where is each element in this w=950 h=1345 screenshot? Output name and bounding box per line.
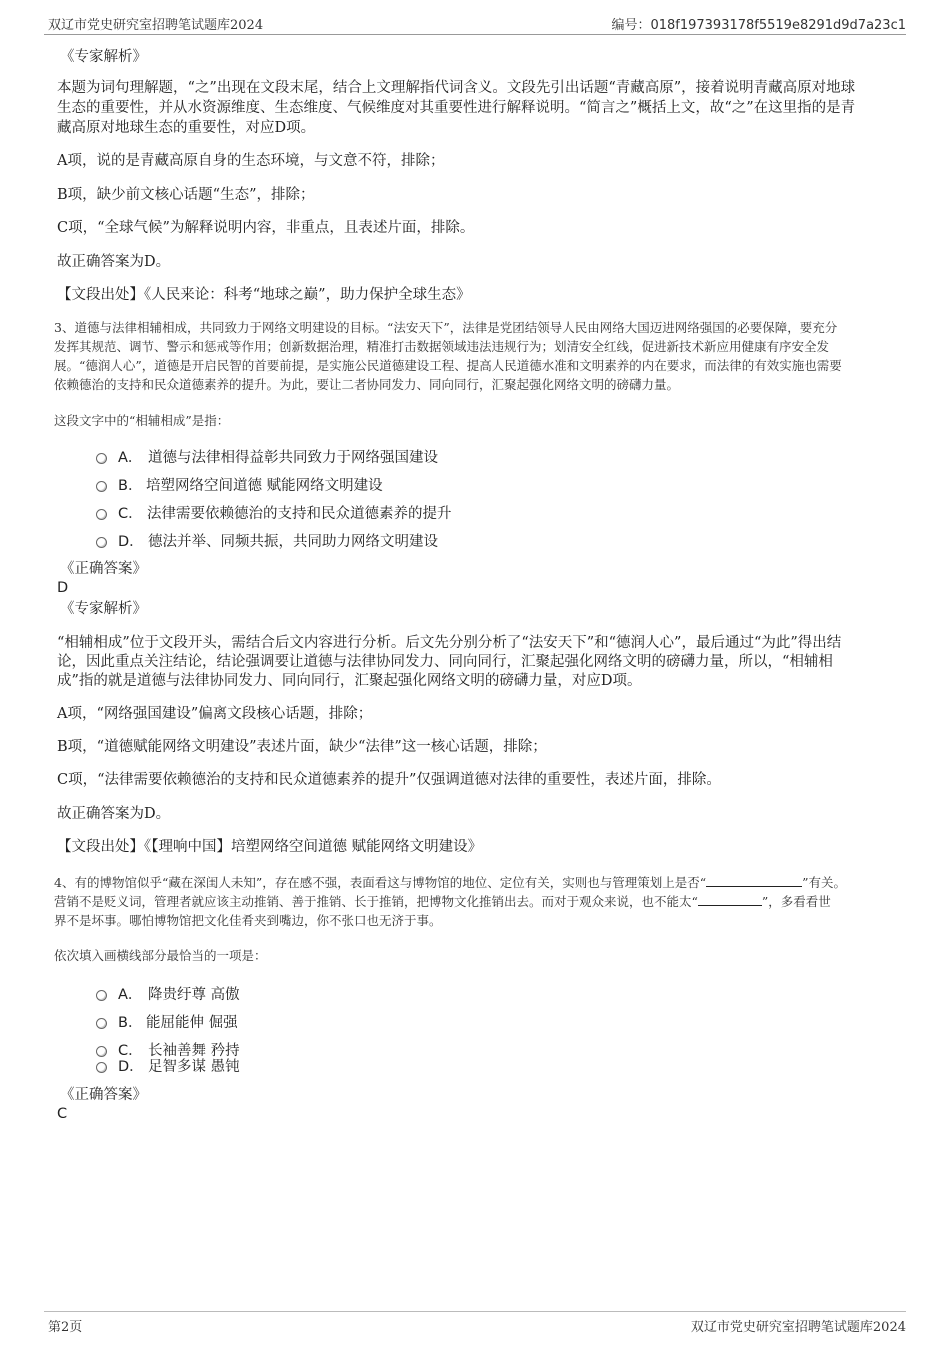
q3-answer: D [57,580,69,596]
q3-reason-a: A项，“网络强国建设”偏离文段核心话题，排除； [57,706,373,722]
q2-source: 【文段出处】《人民来论：科考“地球之巅”，助力保护全球生态》 [57,287,471,303]
fill-blank-2 [698,893,762,906]
q3-option-a[interactable]: A． 道德与法律相得益彰共同致力于网络强国建设 [96,446,596,466]
q3-reason-b: B项，“道德赋能网络文明建设”表述片面，缺少“法律”这一核心话题，排除； [57,739,547,755]
radio-button[interactable] [96,990,107,1001]
q2-analysis-line-1: 本题为词句理解题，“之”出现在文段末尾，结合上文理解指代词含义。文段先引出话题“青藏高原”，接着说明青藏高原对地球 [57,80,856,96]
q3-analysis-line-1: “相辅相成”位于文段开头，需结合后文内容进行分析。后文先分别分析了“法安天下”和“德润人心”，最后通过“为此”得出结 [57,635,842,651]
radio-button[interactable] [96,481,107,492]
q4-prompt: 依次填入画横线部分最恰当的一项是： [54,948,267,963]
page-number: 第2页 [48,1320,83,1335]
fill-blank-1 [706,874,802,887]
q2-reason-a: A项，说的是青藏高原自身的生态环境，与文意不符，排除； [57,153,445,169]
q3-analysis-line-2: 论，因此重点关注结论，结论强调要让道德与法律协同发力、同向同行，汇聚起强化网络文明的磅礴力量，所以，“相辅相 [57,654,833,670]
q3-option-b[interactable]: B． 培塑网络空间道德 赋能网络文明建设 [96,474,596,494]
q4-answer-label: 《正确答案》 [60,1087,147,1103]
page-footer [44,1311,906,1334]
q3-answer-label: 《正确答案》 [60,561,147,577]
q3-stem-line-2: 发挥其规范、调节、警示和惩戒等作用；创新数据治理，精准打击数据领域违法违规行为；划清安全红线，促进新技术新应用健康有序安全发 [54,339,830,354]
q3-analysis-label: 《专家解析》 [60,601,147,617]
q2-conclusion: 故正确答案为D。 [57,254,171,270]
q3-prompt: 这段文字中的“相辅相成”是指： [54,413,230,428]
q4-stem-line-2: 营销不是贬义词，管理者就应该主动推销、善于推销、长于推销，把博物文化推销出去。而对于观众来说，也不能太“ ”，多看看世 [54,894,831,909]
q2-analysis-line-3: 藏高原对地球生态的重要性，对应D项。 [57,120,316,136]
q4-option-d[interactable]: D． 足智多谋 愚钝 [96,1055,496,1075]
q3-reason-c: C项，“法律需要依赖德治的支持和民众道德素养的提升”仅强调道德对法律的重要性，表述片面，排除。 [57,772,721,788]
radio-button[interactable] [96,453,107,464]
header-serial: 编号：018f197393178f5519e8291d9d7a23c1 [611,18,906,33]
radio-button[interactable] [96,1018,107,1029]
header-title: 双辽市党史研究室招聘笔试题库2024 [48,18,264,33]
q3-option-d[interactable]: D． 德法并举、同频共振，共同助力网络文明建设 [96,530,596,550]
q4-stem-line-3: 界不是坏事。哪怕博物馆把文化佳肴夹到嘴边，你不张口也无济于事。 [54,913,442,928]
q4-stem-line-1: 4、有的博物馆似乎“藏在深闺人未知”，存在感不强，表面看这与博物馆的地位、定位有关，实则也与管理策划上是否“ ”有关。 [54,875,847,890]
q4-option-c[interactable]: C． 长袖善舞 矜持 [96,1039,496,1059]
q2-analysis-label: 《专家解析》 [60,49,147,65]
q4-option-a[interactable]: A． 降贵纡尊 高傲 [96,983,496,1003]
q3-stem-line-3: 展。“德润人心”，道德是开启民智的首要前提，是实施公民道德建设工程、提高人民道德水准和文明素养的内在要求，而法律的有效实施也需要 [54,358,842,373]
q3-stem-line-1: 3、道德与法律相辅相成，共同致力于网络文明建设的目标。“法安天下”，法律是党团结领导人民由网络大国迈进网络强国的必要保障，要充分 [54,320,838,335]
q4-answer: C [57,1106,68,1122]
q2-reason-b: B项，缺少前文核心话题“生态”，排除； [57,187,315,203]
page-header [44,14,906,35]
q3-conclusion: 故正确答案为D。 [57,806,171,822]
radio-button[interactable] [96,509,107,520]
q3-source: 【文段出处】《【理响中国】培塑网络空间道德 赋能网络文明建设》 [57,839,483,855]
q3-stem-line-4: 依赖德治的支持和民众道德素养的提升。为此，要让二者协同发力、同向同行，汇聚起强化网络文明的磅礴力量。 [54,377,680,392]
footer-title: 双辽市党史研究室招聘笔试题库2024 [690,1320,906,1335]
radio-button[interactable] [96,1062,107,1073]
q4-option-b[interactable]: B． 能屈能伸 倔强 [96,1011,496,1031]
q2-analysis-line-2: 生态的重要性，并从水资源维度、生态维度、气候维度对其重要性进行解释说明。“简言之”概括上文，故“之”在这里指的是青 [57,100,856,116]
radio-button[interactable] [96,537,107,548]
q3-option-c[interactable]: C． 法律需要依赖德治的支持和民众道德素养的提升 [96,502,596,522]
q2-reason-c: C项，“全球气候”为解释说明内容，非重点，且表述片面，排除。 [57,220,475,236]
q3-analysis-line-3: 成”指的就是道德与法律协同发力、同向同行，汇聚起强化网络文明的磅礴力量，对应D项。 [57,673,642,689]
